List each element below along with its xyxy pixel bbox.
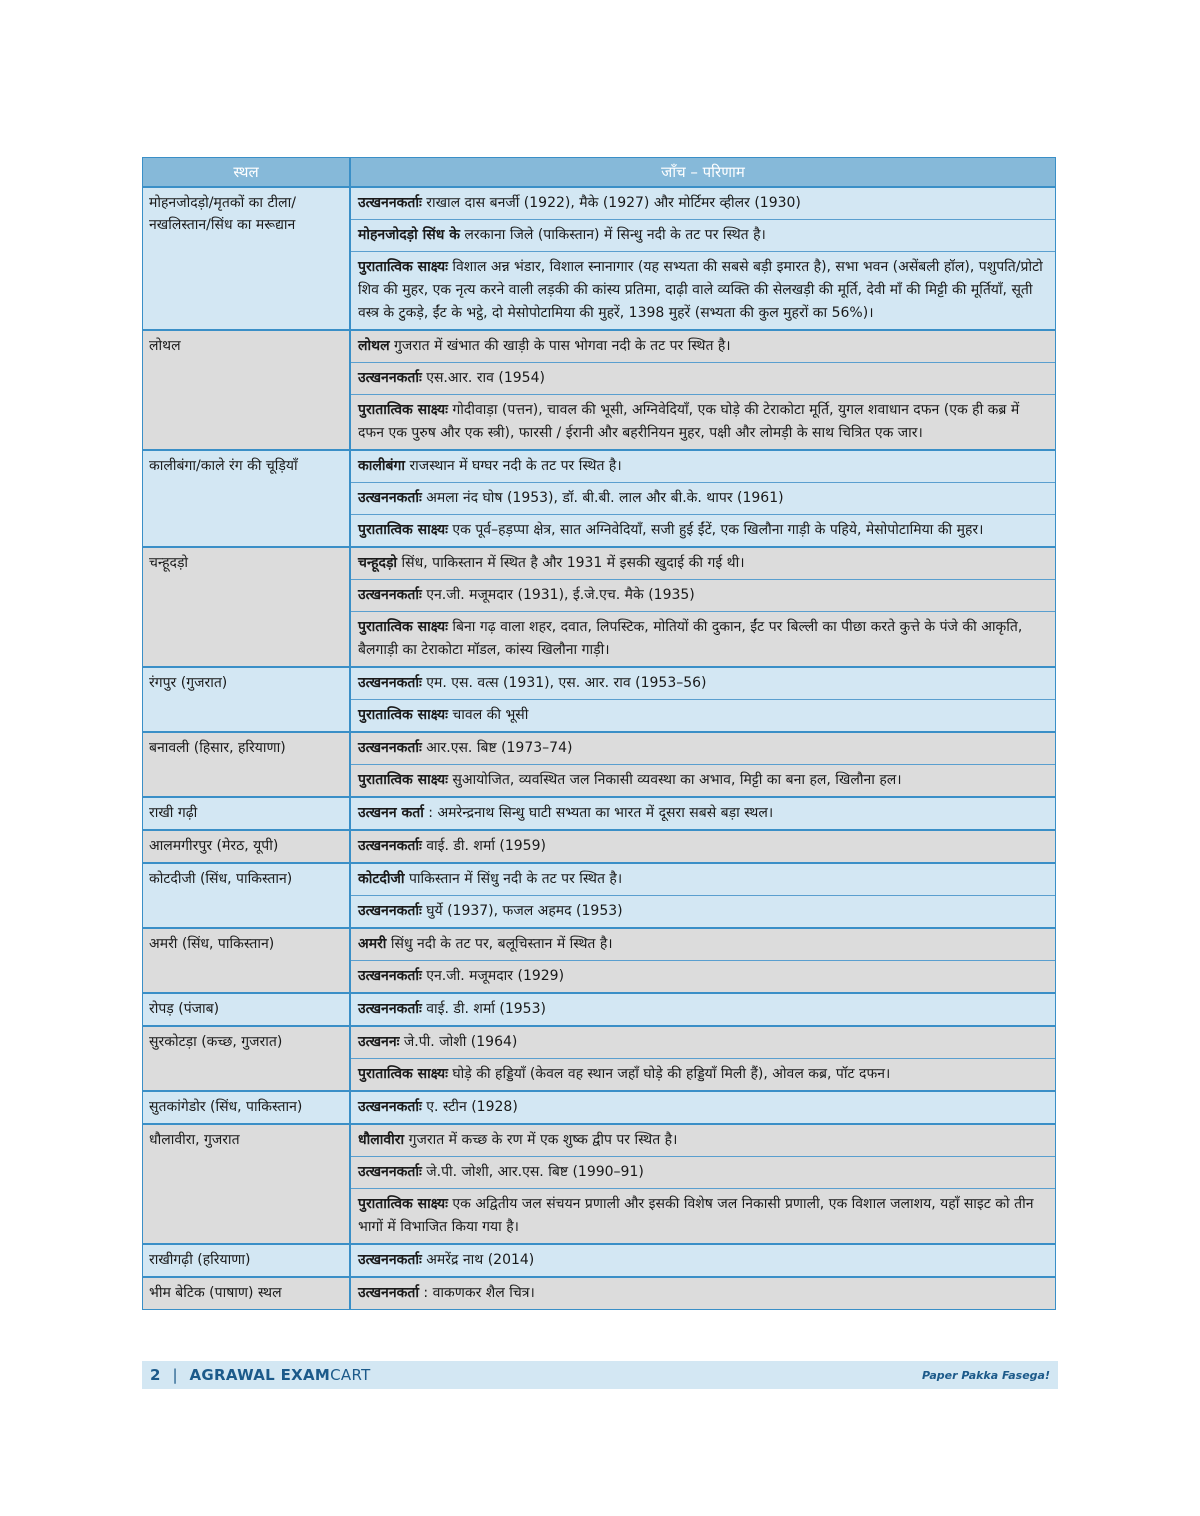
table-row: [143, 796, 1055, 829]
detail-row: [351, 699, 1055, 731]
detail-row: [351, 929, 1055, 960]
detail-row: [351, 451, 1055, 482]
detail-rows: [351, 331, 1055, 449]
detail-text: चावल की भूसी: [447, 707, 529, 723]
detail-row: [351, 1278, 1055, 1309]
table-row: [143, 666, 1055, 731]
site-name: राखीगढ़ी (हरियाणा): [143, 1245, 351, 1276]
detail-rows: [351, 798, 1055, 829]
detail-row: [351, 895, 1055, 927]
brand-logo: [190, 1366, 371, 1384]
detail-text: एस.आर. राव (1954): [421, 370, 545, 386]
detail-label: उत्खननकर्ताः: [358, 675, 422, 691]
detail-label: उत्खननकर्ताः: [358, 1099, 422, 1115]
detail-row: [351, 579, 1055, 611]
table-row: [143, 186, 1055, 329]
detail-text: घुर्ये (1937), फजल अहमद (1953): [421, 903, 623, 919]
detail-text: राजस्थान में घग्घर नदी के तट पर स्थित है।: [405, 458, 622, 474]
detail-label: पुरातात्विक साक्ष्यः: [358, 259, 448, 275]
detail-text: लरकाना जिले (पाकिस्तान) में सिन्धु नदी के तट पर स्थित है।: [459, 227, 766, 243]
detail-rows: [351, 994, 1055, 1025]
detail-label: पुरातात्विक साक्ष्यः: [358, 707, 448, 723]
table-row: [143, 546, 1055, 666]
detail-rows: [351, 831, 1055, 862]
table-row: [143, 862, 1055, 927]
table-row: [143, 731, 1055, 796]
detail-row: [351, 764, 1055, 796]
detail-label: कालीबंगा: [358, 458, 405, 474]
detail-label: अमरी: [358, 936, 387, 952]
footer-separator: |: [172, 1366, 178, 1384]
detail-row: [351, 798, 1055, 829]
site-name: कोटदीजी (सिंध, पाकिस्तान): [143, 864, 351, 927]
detail-row: [351, 1156, 1055, 1188]
site-name: लोथल: [143, 331, 351, 449]
detail-row: [351, 251, 1055, 329]
detail-row: [351, 219, 1055, 251]
site-name: रोपड़ (पंजाब): [143, 994, 351, 1025]
detail-text: : वाकणकर शैल चित्र।: [418, 1285, 535, 1301]
detail-row: [351, 1092, 1055, 1123]
site-name: सुतकांगेडोर (सिंध, पाकिस्तान): [143, 1092, 351, 1123]
detail-row: [351, 733, 1055, 764]
site-name: चन्हूदड़ो: [143, 548, 351, 666]
detail-row: [351, 1245, 1055, 1276]
detail-label: पुरातात्विक साक्ष्यः: [358, 522, 448, 538]
detail-rows: [351, 451, 1055, 546]
detail-row: [351, 864, 1055, 895]
detail-label: उत्खननकर्ताः: [358, 740, 422, 756]
detail-text: सिंध, पाकिस्तान में स्थित है और 1931 में इसकी खुदाई की गई थी।: [397, 555, 745, 571]
header-site: स्थल: [143, 158, 351, 186]
detail-label: पुरातात्विक साक्ष्यः: [358, 1066, 448, 1082]
table-header: [143, 158, 1055, 186]
detail-label: उत्खननकर्ताः: [358, 587, 422, 603]
detail-label: उत्खननकर्ताः: [358, 1252, 422, 1268]
detail-text: आर.एस. बिष्ट (1973–74): [421, 740, 573, 756]
detail-label: उत्खननकर्ता: [358, 1285, 419, 1301]
detail-row: [351, 831, 1055, 862]
detail-label: चन्हूदड़ो: [358, 555, 398, 571]
detail-label: उत्खननकर्ताः: [358, 903, 422, 919]
site-name: रंगपुर (गुजरात): [143, 668, 351, 731]
detail-text: वाई. डी. शर्मा (1959): [421, 838, 546, 854]
site-name: मोहनजोदड़ो/मृतकों का टीला/नखलिस्तान/सिंध का मरूद्यान: [143, 188, 351, 329]
site-name: बनावली (हिसार, हरियाणा): [143, 733, 351, 796]
detail-label: मोहनजोदड़ो सिंध के: [358, 227, 460, 243]
brand-bold: AGRAWAL EXAM: [189, 1366, 331, 1384]
detail-label: लोथल: [358, 338, 390, 354]
detail-row: [351, 611, 1055, 666]
detail-text: बिना गढ़ वाला शहर, दवात, लिपस्टिक, मोतियों की दुकान, ईंट पर बिल्ली का पीछा करते कुत्ते के पंजे की आकृति, बैलगाड़ी का टेराकोटा मॉडल, कांस्य खिलौना गाड़ी।: [358, 619, 1023, 658]
brand-thin: CART: [330, 1366, 371, 1384]
detail-text: अमरेंद्र नाथ (2014): [421, 1252, 535, 1268]
detail-label: उत्खननकर्ताः: [358, 1001, 422, 1017]
detail-label: उत्खननकर्ताः: [358, 370, 422, 386]
detail-text: अमला नंद घोष (1953), डॉ. बी.बी. लाल और बी.के. थापर (1961): [421, 490, 784, 506]
detail-text: एन.जी. मजूमदार (1931), ई.जे.एच. मैके (1935): [421, 587, 695, 603]
detail-label: पुरातात्विक साक्ष्यः: [358, 402, 448, 418]
detail-text: एक अद्वितीय जल संचयन प्रणाली और इसकी विशेष जल निकासी प्रणाली, एक विशाल जलाशय, यहाँ साइट को तीन भागों में विभाजित किया गया है।: [358, 1196, 1034, 1235]
detail-row: [351, 362, 1055, 394]
detail-rows: [351, 1125, 1055, 1243]
detail-text: विशाल अन्न भंडार, विशाल स्नानागार (यह सभ्यता की सबसे बड़ी इमारत है), सभा भवन (असेंबली हॉल), पशुपति/प्रोटो शिव की मुहर, एक नृत्य करने वाली लड़की की कांस्य प्रतिमा, दाढ़ी वाले व्यक्ति की सेलखड़ी की मूर्ति, देवी माँ की मिट्टी की मूर्तियाँ, सूती वस्त्र के टुकड़े, ईंट के भट्ठे, दो मेसोपोटामिया की मुहरें, 1398 मुहरें (सभ्यता की कुल मुहरों का 56%)।: [358, 259, 1043, 321]
site-name: राखी गढ़ी: [143, 798, 351, 829]
detail-rows: [351, 1092, 1055, 1123]
detail-label: उत्खननकर्ताः: [358, 195, 422, 211]
detail-rows: [351, 864, 1055, 927]
detail-text: गुजरात में कच्छ के रण में एक शुष्क द्वीप पर स्थित है।: [404, 1132, 678, 1148]
detail-row: [351, 994, 1055, 1025]
site-name: धौलावीरा, गुजरात: [143, 1125, 351, 1243]
table-row: [143, 1090, 1055, 1123]
detail-row: [351, 548, 1055, 579]
detail-text: एम. एस. वत्स (1931), एस. आर. राव (1953–56): [421, 675, 707, 691]
table-body: [143, 186, 1055, 1309]
footer-tagline: Paper Pakka Fasega!: [921, 1368, 1050, 1382]
table-row: [143, 1243, 1055, 1276]
detail-row: [351, 514, 1055, 546]
detail-row: [351, 1188, 1055, 1243]
detail-text: सुआयोजित, व्यवस्थित जल निकासी व्यवस्था का अभाव, मिट्टी का बना हल, खिलौना हल।: [447, 772, 902, 788]
detail-text: राखाल दास बनर्जी (1922), मैके (1927) और मोर्टिमर व्हीलर (1930): [421, 195, 801, 211]
detail-row: [351, 331, 1055, 362]
table-row: [143, 829, 1055, 862]
detail-label: पुरातात्विक साक्ष्यः: [358, 619, 448, 635]
table-row: [143, 329, 1055, 449]
detail-text: एन.जी. मजूमदार (1929): [421, 968, 565, 984]
table-row: [143, 992, 1055, 1025]
detail-text: : अमरेन्द्रनाथ सिन्धु घाटी सभ्यता का भारत में दूसरा सबसे बड़ा स्थल।: [423, 805, 774, 821]
detail-row: [351, 482, 1055, 514]
detail-rows: [351, 1245, 1055, 1276]
site-name: भीम बेटिक (पाषाण) स्थल: [143, 1278, 351, 1309]
detail-label: उत्खननकर्ताः: [358, 968, 422, 984]
detail-text: सिंधु नदी के तट पर, बलूचिस्तान में स्थित है।: [386, 936, 613, 952]
detail-row: [351, 394, 1055, 449]
detail-text: गोदीवाड़ा (पत्तन), चावल की भूसी, अग्निवेदियाँ, एक घोड़े की टेराकोटा मूर्ति, युगल शवाधान दफन (एक ही कब्र में दफन एक पुरुष और एक स्त्री), फारसी / ईरानी और बहरीनियन मुहर, पक्षी और लोमड़ी के साथ चित्रित एक जार।: [358, 402, 1020, 441]
detail-row: [351, 1125, 1055, 1156]
page-footer: [142, 1361, 1058, 1389]
detail-rows: [351, 668, 1055, 731]
detail-text: एक पूर्व–हड़प्पा क्षेत्र, सात अग्निवेदियाँ, सजी हुई ईंटें, एक खिलौना गाड़ी के पहिये, मेसोपोटामिया की मुहर।: [447, 522, 984, 538]
detail-row: [351, 1027, 1055, 1058]
detail-label: पुरातात्विक साक्ष्यः: [358, 1196, 448, 1212]
detail-label: उत्खनन कर्ता: [358, 805, 424, 821]
detail-rows: [351, 1027, 1055, 1090]
detail-label: उत्खननकर्ताः: [358, 1164, 422, 1180]
detail-label: पुरातात्विक साक्ष्यः: [358, 772, 448, 788]
detail-row: [351, 668, 1055, 699]
detail-rows: [351, 733, 1055, 796]
detail-text: ए. स्टीन (1928): [421, 1099, 518, 1115]
table-row: [143, 927, 1055, 992]
detail-row: [351, 1058, 1055, 1090]
detail-rows: [351, 1278, 1055, 1309]
detail-rows: [351, 929, 1055, 992]
detail-label: धौलावीरा: [358, 1132, 405, 1148]
table-row: [143, 1025, 1055, 1090]
detail-row: [351, 188, 1055, 219]
detail-text: वाई. डी. शर्मा (1953): [421, 1001, 546, 1017]
detail-text: गुजरात में खंभात की खाड़ी के पास भोगवा नदी के तट पर स्थित है।: [389, 338, 731, 354]
detail-label: उत्खननकर्ताः: [358, 838, 422, 854]
detail-label: उत्खननः: [358, 1034, 400, 1050]
page-number: 2: [150, 1366, 161, 1384]
site-name: सुरकोटड़ा (कच्छ, गुजरात): [143, 1027, 351, 1090]
table-row: [143, 1123, 1055, 1243]
site-name: आलमगीरपुर (मेरठ, यूपी): [143, 831, 351, 862]
table-row: [143, 449, 1055, 546]
detail-text: पाकिस्तान में सिंधु नदी के तट पर स्थित है।: [404, 871, 623, 887]
detail-text: जे.पी. जोशी, आर.एस. बिष्ट (1990–91): [421, 1164, 644, 1180]
site-name: कालीबंगा/काले रंग की चूड़ियाँ: [143, 451, 351, 546]
detail-text: घोड़े की हड्डियाँ (केवल वह स्थान जहाँ घोड़े की हड्डियाँ मिली हैं), ओवल कब्र, पॉट दफन।: [447, 1066, 891, 1082]
detail-row: [351, 960, 1055, 992]
detail-text: जे.पी. जोशी (1964): [399, 1034, 518, 1050]
header-results: जाँच – परिणाम: [661, 163, 745, 181]
detail-label: उत्खननकर्ताः: [358, 490, 422, 506]
detail-rows: [351, 188, 1055, 329]
table-row: [143, 1276, 1055, 1309]
detail-label: कोटदीजी: [358, 871, 405, 887]
sites-table: [142, 157, 1056, 1310]
site-name: अमरी (सिंध, पाकिस्तान): [143, 929, 351, 992]
detail-rows: [351, 548, 1055, 666]
